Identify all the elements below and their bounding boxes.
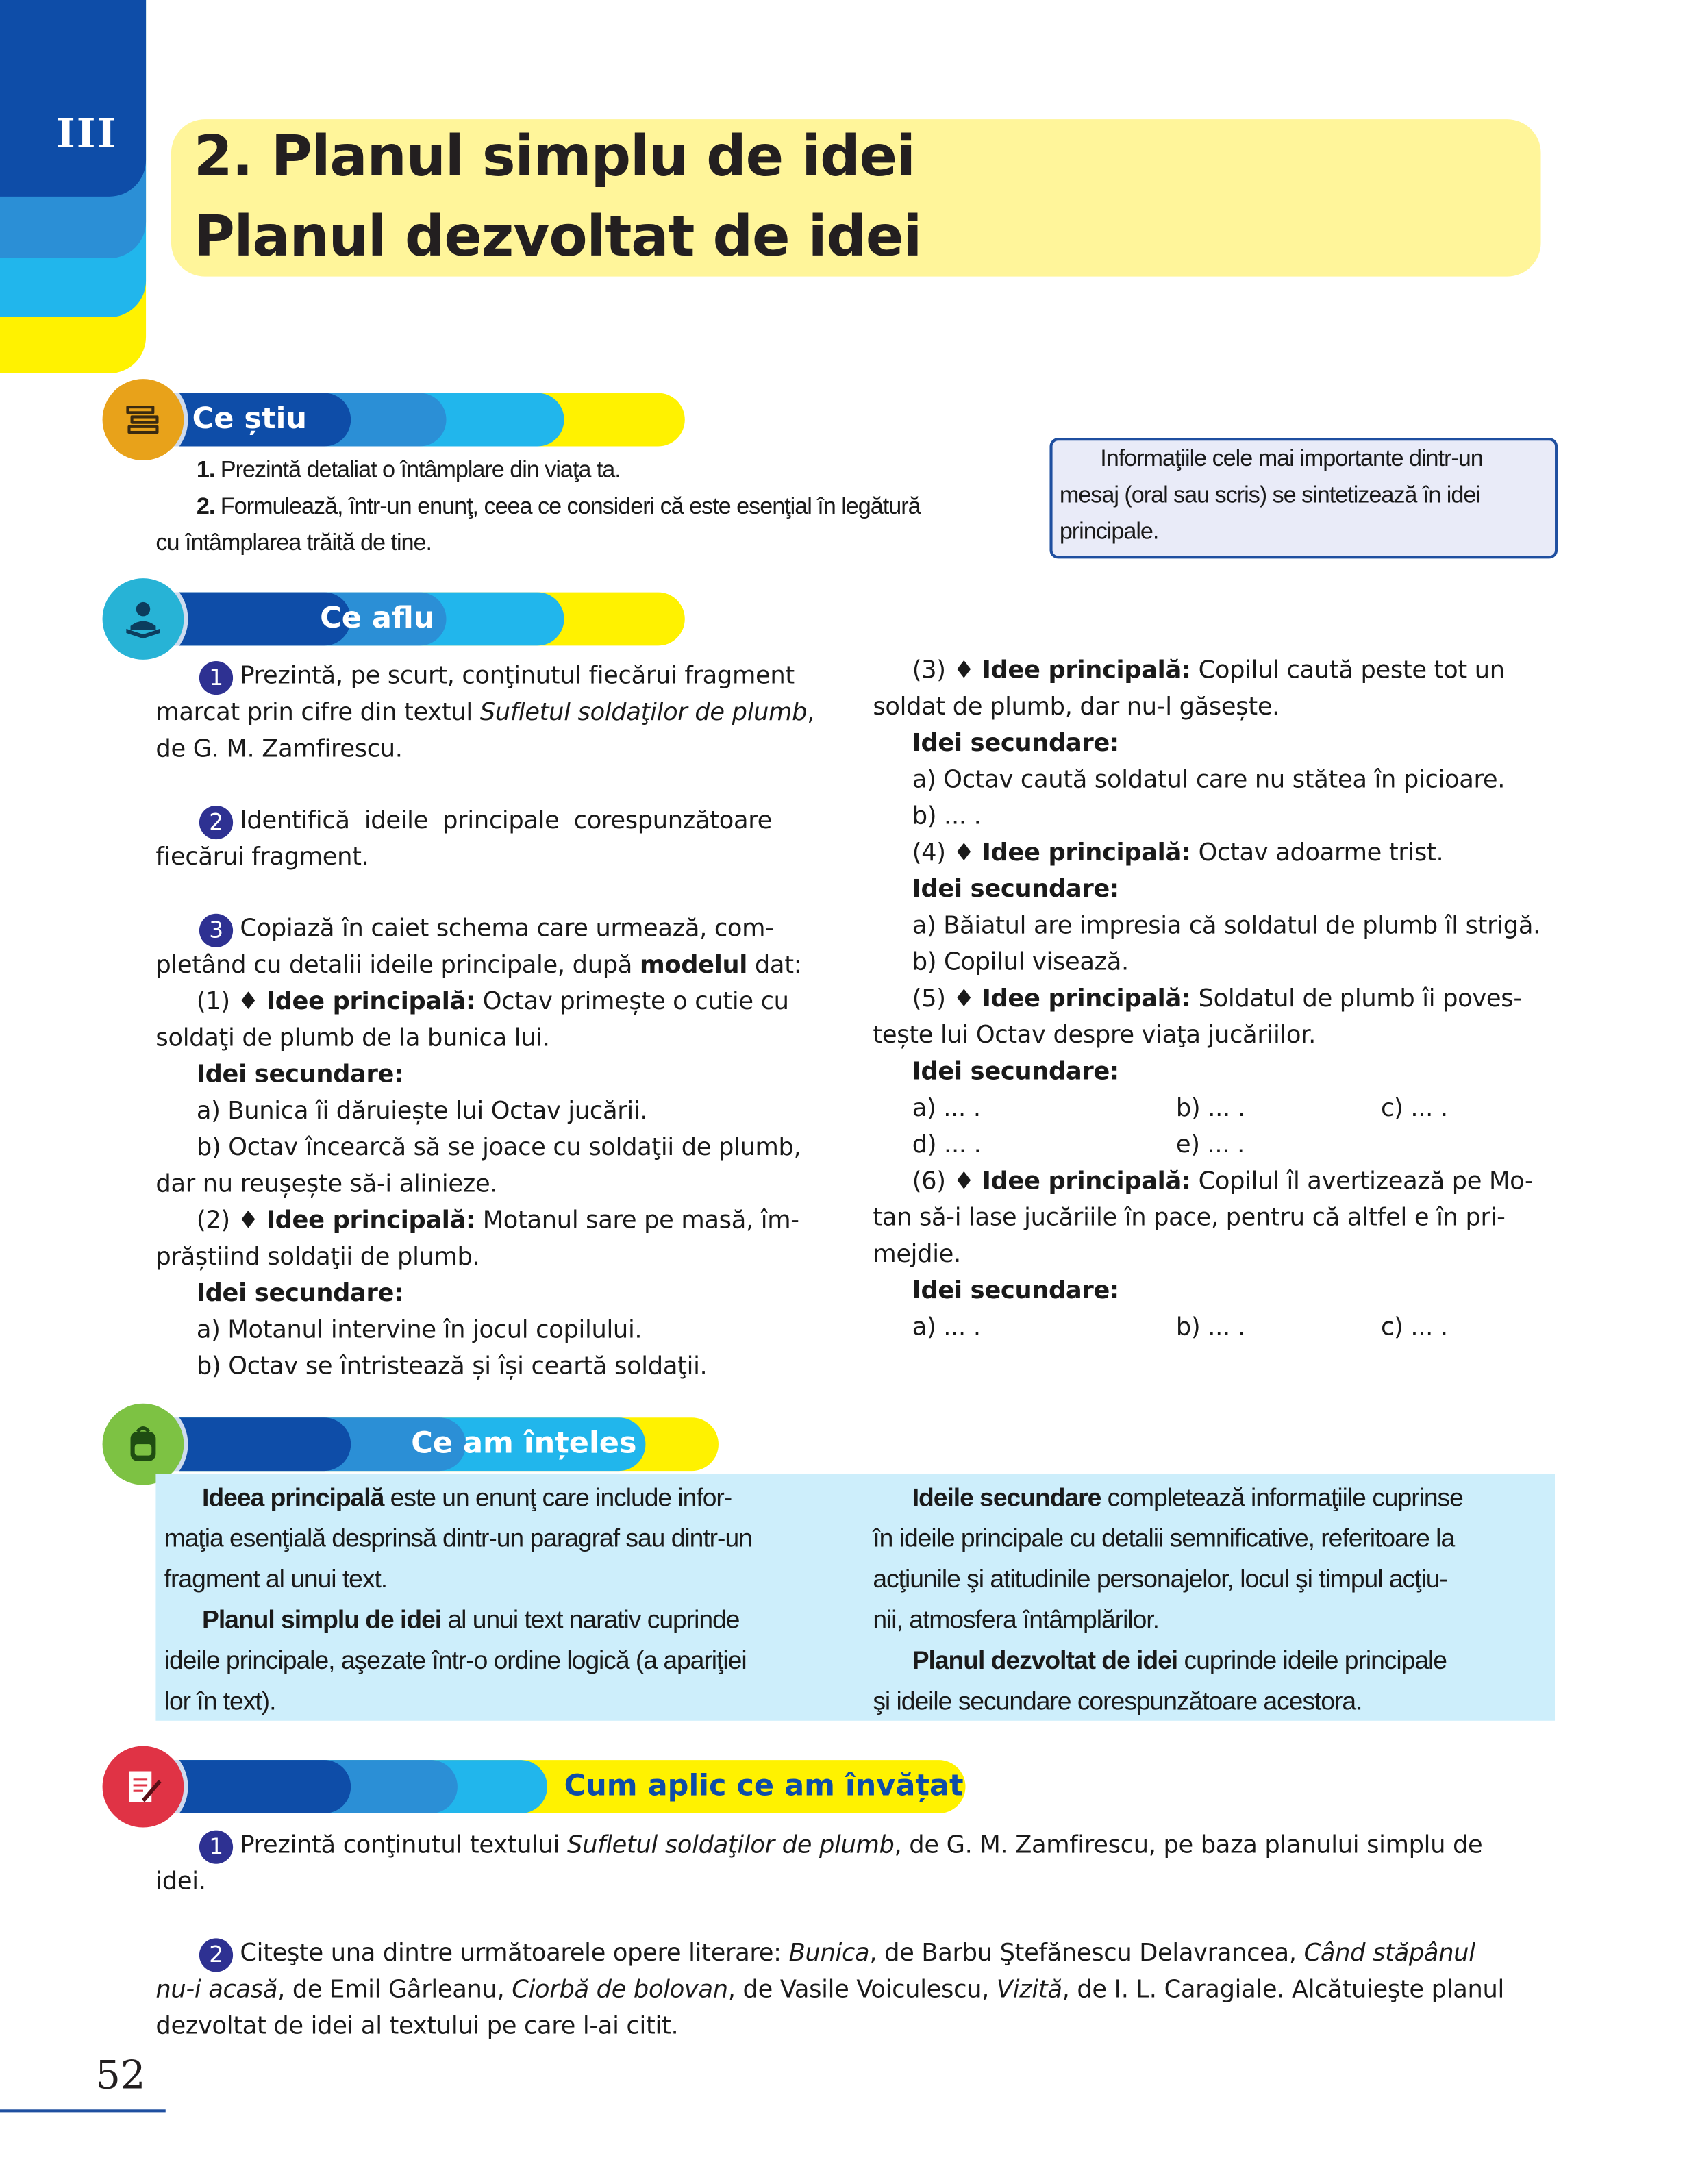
plan-item-1-sec-b: b) Octav încearcă să se joace cu soldaţii de plumb, [196, 1134, 801, 1163]
plan-item-6-sec-c: c) ... . [1380, 1313, 1448, 1342]
apply-exercise-2: 2 Citeşte una dintre următoarele opere literare: Bunica, de Barbu Ştefănescu Delavrancea, Când stăpânul [199, 1935, 1475, 1972]
number-badge: 3 [199, 914, 233, 947]
page-number: 52 [95, 2052, 146, 2098]
plan-item-4-sec-b: b) Copilul visează. [912, 948, 1129, 977]
ce-am-inteles-label: Ce am înțeles [411, 1426, 637, 1460]
plan-item-1-sec-b-cont: dar nu reușește să-i alinieze. [155, 1170, 498, 1199]
plan-item-2-sec-b: b) Octav se întristează și își ceartă soldaţii. [196, 1353, 708, 1381]
plan-item-1-sec-a: a) Bunica îi dăruiește lui Octav jucării. [196, 1097, 648, 1126]
plan-item-5-line2: tește lui Octav despre viaţa jucăriilor. [873, 1021, 1316, 1050]
number-badge: 2 [199, 1938, 233, 1972]
chapter-tab-navy [0, 0, 146, 197]
page-title-line2: Planul dezvoltat de idei [193, 205, 922, 270]
definition-planul-dezvoltat: Planul dezvoltat de idei cuprinde ideile principale [912, 1646, 1447, 1675]
plan-item-2-secondary: Idei secundare: [196, 1280, 403, 1308]
plan-item-3: (3) ♦ Idee principală: Copilul caută peste tot un [912, 656, 1505, 685]
plan-item-3-line2: soldat de plumb, dar nu-l găsește. [873, 693, 1280, 722]
plan-item-4-sec-a: a) Băiatul are impresia că soldatul de plumb îl strigă. [912, 912, 1540, 941]
exercise-1: 1 Prezintă, pe scurt, conţinutul fiecărui fragment [199, 658, 795, 695]
chapter-marker: III [55, 109, 118, 158]
apply-exercise-2-line2: nu-i acasă, de Emil Gârleanu, Ciorbă de bolovan, de Vasile Voiculescu, Vizită, de I. L. Caragiale. Alcătuieşte planul [155, 1976, 1504, 2005]
plan-item-1-line2: soldaţi de plumb de la bunica lui. [155, 1024, 550, 1053]
plan-item-5-sec-b: b) ... . [1175, 1095, 1245, 1124]
apply-exercise-1: 1 Prezintă conţinutul textului Sufletul soldaţilor de plumb, de G. M. Zamfirescu, pe baza planului simplu de [199, 1827, 1482, 1863]
plan-item-6-line2: tan să-i lase jucăriile în pace, pentru că altfel e în pri- [873, 1204, 1506, 1232]
plan-item-5-sec-c: c) ... . [1380, 1095, 1448, 1124]
cum-aplic-label: Cum aplic ce am învățat [564, 1768, 964, 1802]
exercise-1-line3: de G. M. Zamfirescu. [155, 735, 403, 764]
info-box-line2: mesaj (oral sau scris) se sintetizează în idei [1059, 481, 1480, 508]
definition-ideea-principala: Ideea principală este un enunţ care include infor- [202, 1483, 732, 1512]
plan-item-6-sec-a: a) ... . [912, 1313, 981, 1342]
plan-item-4-secondary: Idei secundare: [912, 876, 1119, 904]
apply-exercise-1-line2: idei. [155, 1867, 206, 1896]
info-box-line3: principale. [1059, 517, 1159, 545]
ce-aflu-label: Ce aflu [320, 600, 435, 635]
plan-item-6-secondary: Idei secundare: [912, 1277, 1119, 1306]
definition-ideile-secundare: Ideile secundare completează informaţiile cuprinse [912, 1483, 1463, 1512]
exercise-1-line2: marcat prin cifre din textul Sufletul soldaţilor de plumb, [155, 699, 815, 728]
definition-r-line3: acţiunile şi atitudinile personajelor, locul şi timpul acţiu- [873, 1565, 1447, 1593]
ce-stiu-item2-cont: cu întâmplarea trăită de tine. [155, 529, 432, 556]
plan-item-4: (4) ♦ Idee principală: Octav adoarme trist. [912, 839, 1444, 868]
plan-item-5-sec-d: d) ... . [912, 1131, 982, 1160]
definition-line3: fragment al unui text. [164, 1565, 388, 1593]
info-box-line1: Informaţiile cele mai importante dintr-un [1100, 445, 1483, 472]
definition-line6: lor în text). [164, 1687, 276, 1715]
books-icon [103, 379, 184, 460]
definition-line5: ideile principale, aşezate într-o ordine logică (a apariţiei [164, 1646, 747, 1675]
exercise-3-line2: pletând cu detalii ideile principale, după modelul dat: [155, 952, 802, 980]
plan-item-6-line3: mejdie. [873, 1241, 961, 1269]
ce-stiu-item1: 1. Prezintă detaliat o întâmplare din viaţa ta. [196, 456, 621, 483]
definition-line2: maţia esenţială desprinsă dintr-un paragraf sau dintr-un [164, 1524, 752, 1552]
plan-item-3-secondary: Idei secundare: [912, 730, 1119, 758]
plan-item-2: (2) ♦ Idee principală: Motanul sare pe masă, îm- [196, 1206, 799, 1235]
definition-planul-simplu: Planul simplu de idei al unui text narativ cuprinde [202, 1605, 740, 1634]
page-title-line1: 2. Planul simplu de idei [193, 125, 915, 190]
number-badge: 1 [199, 661, 233, 695]
exercise-3: 3 Copiază în caiet schema care urmează, com- [199, 911, 774, 947]
exercise-2: 2 Identifică ideile principale corespunzătoare [199, 803, 772, 839]
footer-rule [0, 2109, 166, 2112]
pencil-paper-icon [103, 1746, 184, 1828]
apply-exercise-2-line3: dezvoltat de idei al textului pe care l-ai citit. [155, 2012, 679, 2041]
backpack-icon [103, 1404, 184, 1485]
plan-item-6: (6) ♦ Idee principală: Copilul îl avertizează pe Mo- [912, 1167, 1534, 1196]
plan-item-3-sec-b: b) ... . [912, 802, 982, 831]
plan-item-1-secondary: Idei secundare: [196, 1060, 403, 1089]
reading-person-icon [103, 578, 184, 660]
exercise-2-line2: fiecărui fragment. [155, 843, 369, 872]
plan-item-5-sec-a: a) ... . [912, 1095, 981, 1124]
plan-item-5: (5) ♦ Idee principală: Soldatul de plumb îi poves- [912, 985, 1522, 1014]
number-badge: 1 [199, 1831, 233, 1864]
plan-item-5-sec-e: e) ... . [1175, 1131, 1245, 1160]
definition-r-line4: nii, atmosfera întâmplărilor. [873, 1605, 1159, 1634]
plan-item-3-sec-a: a) Octav caută soldatul care nu stătea în picioare. [912, 766, 1506, 795]
number-badge: 2 [199, 806, 233, 839]
ce-stiu-label: Ce știu [192, 401, 307, 436]
definition-r-line2: în ideile principale cu detalii semnificative, referitoare la [873, 1524, 1455, 1552]
ce-stiu-item2: 2. Formulează, într-un enunţ, ceea ce consideri că este esenţial în legătură [196, 493, 921, 520]
plan-item-6-sec-b: b) ... . [1175, 1313, 1245, 1342]
plan-item-5-secondary: Idei secundare: [912, 1058, 1119, 1087]
definition-r-line6: şi ideile secundare corespunzătoare acestora. [873, 1687, 1362, 1715]
plan-item-2-line2: prăștiind soldaţii de plumb. [155, 1243, 480, 1272]
plan-item-1: (1) ♦ Idee principală: Octav primește o cutie cu [196, 988, 789, 1017]
plan-item-2-sec-a: a) Motanul intervine în jocul copilului. [196, 1316, 642, 1345]
